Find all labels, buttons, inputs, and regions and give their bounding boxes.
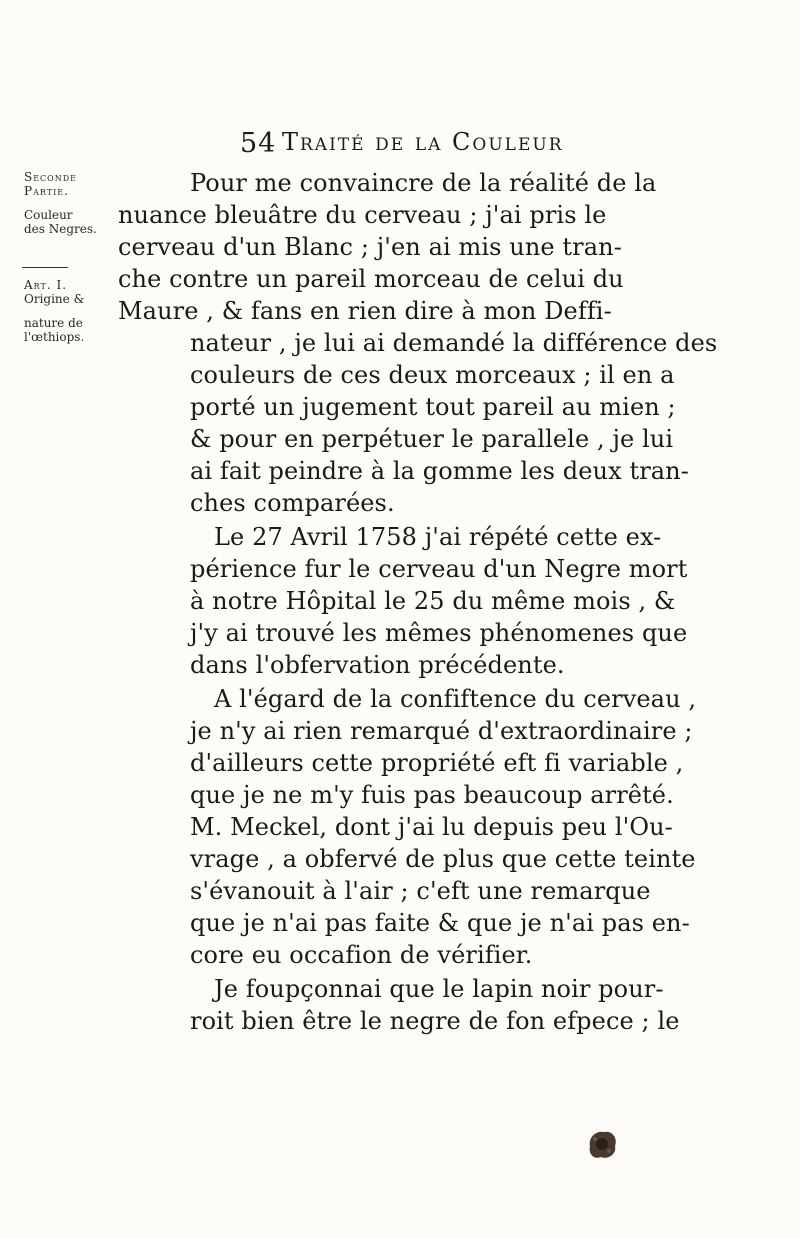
- text-line: ches comparées.: [190, 489, 395, 517]
- margin-note-aethiops: l'œthiops.: [24, 330, 85, 344]
- text-line: Maure , & fans en rien dire à mon Deffi-: [118, 297, 612, 325]
- text-line: que je ne m'y fuis pas beaucoup arrêté.: [190, 781, 674, 809]
- text-line: à notre Hôpital le 25 du même mois , &: [190, 587, 676, 615]
- text-line: cerveau d'un Blanc ; j'en ai mis une tran-: [118, 233, 622, 261]
- text-line: ai fait peindre à la gomme les deux tran-: [190, 457, 689, 485]
- margin-note-nature: nature de: [24, 316, 83, 330]
- running-title: Traité de la Couleur: [282, 128, 564, 156]
- text-line: & pour en perpétuer le parallele , je lui: [190, 425, 674, 453]
- margin-note-origine: Origine &: [24, 292, 85, 306]
- text-line: s'évanouit à l'air ; c'eft une remarque: [190, 877, 651, 905]
- text-line: vrage , a obfervé de plus que cette teinte: [190, 845, 696, 873]
- margin-note-article: Art. I.: [24, 278, 68, 292]
- margin-note-seconde: Seconde: [24, 170, 77, 184]
- text-line: nateur , je lui ai demandé la différence des: [190, 329, 718, 357]
- text-line: che contre un pareil morceau de celui du: [118, 265, 624, 293]
- ink-stamp-icon: [582, 1124, 622, 1164]
- text-line: que je n'ai pas faite & que je n'ai pas en-: [190, 909, 690, 937]
- text-line: Je foupçonnai que le lapin noir pour-: [214, 975, 664, 1003]
- margin-note-couleur: Couleur: [24, 208, 73, 222]
- text-line: Pour me convaincre de la réalité de la: [190, 169, 657, 197]
- text-line: core eu occafion de vérifier.: [190, 941, 533, 969]
- page-header: [240, 126, 680, 166]
- text-line: périence fur le cerveau d'un Negre mort: [190, 555, 688, 583]
- text-line: porté un jugement tout pareil au mien ;: [190, 393, 676, 421]
- text-line: j'y ai trouvé les mêmes phénomenes que: [190, 619, 688, 647]
- page-number: 54: [240, 128, 277, 159]
- text-line: dans l'obfervation précédente.: [190, 651, 565, 679]
- text-line: Le 27 Avril 1758 j'ai répété cette ex-: [214, 523, 662, 551]
- text-line: A l'égard de la confiftence du cerveau ,: [214, 685, 697, 713]
- margin-rule: [22, 267, 68, 268]
- text-line: je n'y ai rien remarqué d'extraordinaire ;: [190, 717, 693, 745]
- margin-note-partie: Partie.: [24, 184, 69, 198]
- text-line: nuance bleuâtre du cerveau ; j'ai pris le: [118, 201, 607, 229]
- text-line: couleurs de ces deux morceaux ; il en a: [190, 361, 675, 389]
- margin-note-negres: des Negres.: [24, 222, 97, 236]
- text-line: roit bien être le negre de fon efpece ; le: [190, 1007, 680, 1035]
- text-line: d'ailleurs cette propriété eft fi variable ,: [190, 749, 684, 777]
- text-line: M. Meckel, dont j'ai lu depuis peu l'Ou-: [190, 813, 673, 841]
